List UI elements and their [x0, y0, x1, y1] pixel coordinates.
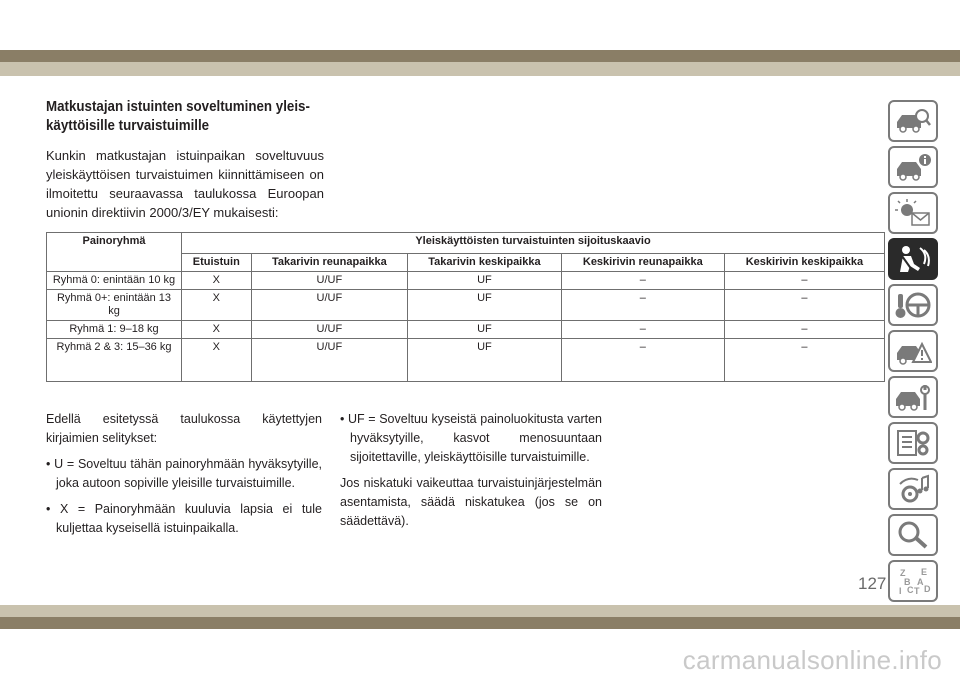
legend-column-right	[340, 410, 602, 538]
chapter-tabs	[888, 100, 942, 606]
table-col-header: Takarivin reunapaikka	[251, 254, 408, 272]
search-icon	[894, 520, 932, 550]
index-letter: A	[917, 577, 924, 587]
index-letter: B	[904, 577, 911, 587]
tab-multimedia[interactable]	[888, 468, 938, 510]
table-cell: –	[724, 339, 884, 382]
table-cell: UF	[408, 290, 562, 321]
legend-item-u: • U = Soveltuu tähän painoryhmään hyväksytyille, joka autoon sopiville yleisille turvaistuimille.	[46, 457, 322, 490]
table-cell: UF	[408, 321, 562, 339]
car-info-icon	[894, 152, 932, 182]
car-wrench-icon	[894, 382, 932, 412]
tab-index[interactable]	[888, 560, 938, 602]
table-cell: –	[724, 321, 884, 339]
warning-light-mail-icon	[894, 198, 932, 228]
table-cell: X	[182, 290, 252, 321]
table-cell: –	[724, 272, 884, 290]
table-cell: –	[724, 290, 884, 321]
tab-search[interactable]	[888, 514, 938, 556]
table-row	[47, 272, 885, 290]
section-heading: Matkustajan istuinten soveltuminen yleis-käyttöisille turvaistuimille	[46, 99, 310, 134]
table-row	[47, 290, 885, 321]
table-cell: –	[561, 321, 724, 339]
header-bar-light	[0, 62, 960, 76]
steering-wheel-key-icon	[894, 290, 932, 320]
page-number: 127	[858, 574, 887, 593]
table-cell-group: Ryhmä 0: enintään 10 kg	[47, 272, 182, 290]
tab-emergency[interactable]	[888, 330, 938, 372]
tab-servicing[interactable]	[888, 376, 938, 418]
index-letter: Z	[900, 568, 906, 578]
headrest-note: Jos niskatuki vaikeuttaa turvaistuinjärjestelmän asentamista, säädä niskatukea (jos se on säädettävä).	[340, 476, 602, 528]
intro-paragraph: Kunkin matkustajan istuinpaikan soveltuvuus yleiskäyttöisen turvaistuimen kiinnittämiseen on ilmoitettu seuraavassa taulukossa Euroopan unionin direktiivin 2000/3/EY mukaisesti:	[46, 148, 324, 220]
seatbelt-airbag-icon	[894, 244, 932, 274]
table-cell: X	[182, 272, 252, 290]
legend-item-x: • X = Painoryhmään kuuluvia lapsia ei tule kuljettaa kyseisellä istuinpaikalla.	[46, 502, 322, 535]
table-cell: –	[561, 339, 724, 382]
index-letter: D	[924, 584, 931, 594]
table-cell: U/UF	[251, 272, 408, 290]
alphabet-index-icon	[894, 566, 932, 596]
table-col-header: Keskirivin keskipaikka	[724, 254, 884, 272]
table-cell: X	[182, 321, 252, 339]
radio-music-icon	[894, 474, 932, 504]
top-margin	[0, 0, 960, 50]
header-bar-dark	[0, 50, 960, 62]
table-cell: U/UF	[251, 321, 408, 339]
tab-specifications[interactable]	[888, 422, 938, 464]
table-col-header: Takarivin keskipaikka	[408, 254, 562, 272]
table-col-header: Etuistuin	[182, 254, 252, 272]
index-letter: T	[914, 586, 920, 596]
table-cell: U/UF	[251, 339, 408, 382]
table-cell-group: Ryhmä 1: 9–18 kg	[47, 321, 182, 339]
footer-bar-dark	[0, 617, 960, 629]
tab-starting-driving[interactable]	[888, 284, 938, 326]
index-letter: C	[907, 585, 914, 595]
checklist-gear-icon	[894, 428, 932, 458]
table-row	[47, 321, 885, 339]
table-cell: –	[561, 290, 724, 321]
table-cell: –	[561, 272, 724, 290]
legend-item-uf: • UF = Soveltuu kyseistä painoluokitusta varten hyväksytyille, kasvot menosuuntaan sijoitettaville, yleiskäyttöisille turvaistuimille.	[340, 412, 602, 464]
table-cell-group: Ryhmä 0+: enintään 13 kg	[47, 290, 182, 321]
index-letter: E	[921, 567, 928, 577]
car-magnifier-icon	[894, 106, 932, 136]
table-cell: U/UF	[251, 290, 408, 321]
tab-car-info[interactable]	[888, 146, 938, 188]
index-letter: I	[899, 586, 902, 596]
tab-safety[interactable]	[888, 238, 938, 280]
table-cell: X	[182, 339, 252, 382]
child-seat-table	[46, 232, 885, 382]
table-cell: UF	[408, 272, 562, 290]
table-row	[47, 339, 885, 382]
legend-intro: Edellä esitetyssä taulukossa käytettyjen kirjaimien selitykset:	[46, 412, 322, 445]
tab-warning-lights[interactable]	[888, 192, 938, 234]
table-cell: UF	[408, 339, 562, 382]
legend-column-left	[46, 410, 322, 545]
car-warning-triangle-icon	[894, 336, 932, 366]
table-cell-group: Ryhmä 2 & 3: 15–36 kg	[47, 339, 182, 382]
watermark: carmanualsonline.info	[682, 645, 942, 675]
table-header-group: Painoryhmä	[47, 233, 182, 272]
table-header-span: Yleiskäyttöisten turvaistuinten sijoituskaavio	[182, 233, 885, 254]
tab-car-magnifier[interactable]	[888, 100, 938, 142]
table-col-header: Keskirivin reunapaikka	[561, 254, 724, 272]
footer-bar-light	[0, 605, 960, 617]
